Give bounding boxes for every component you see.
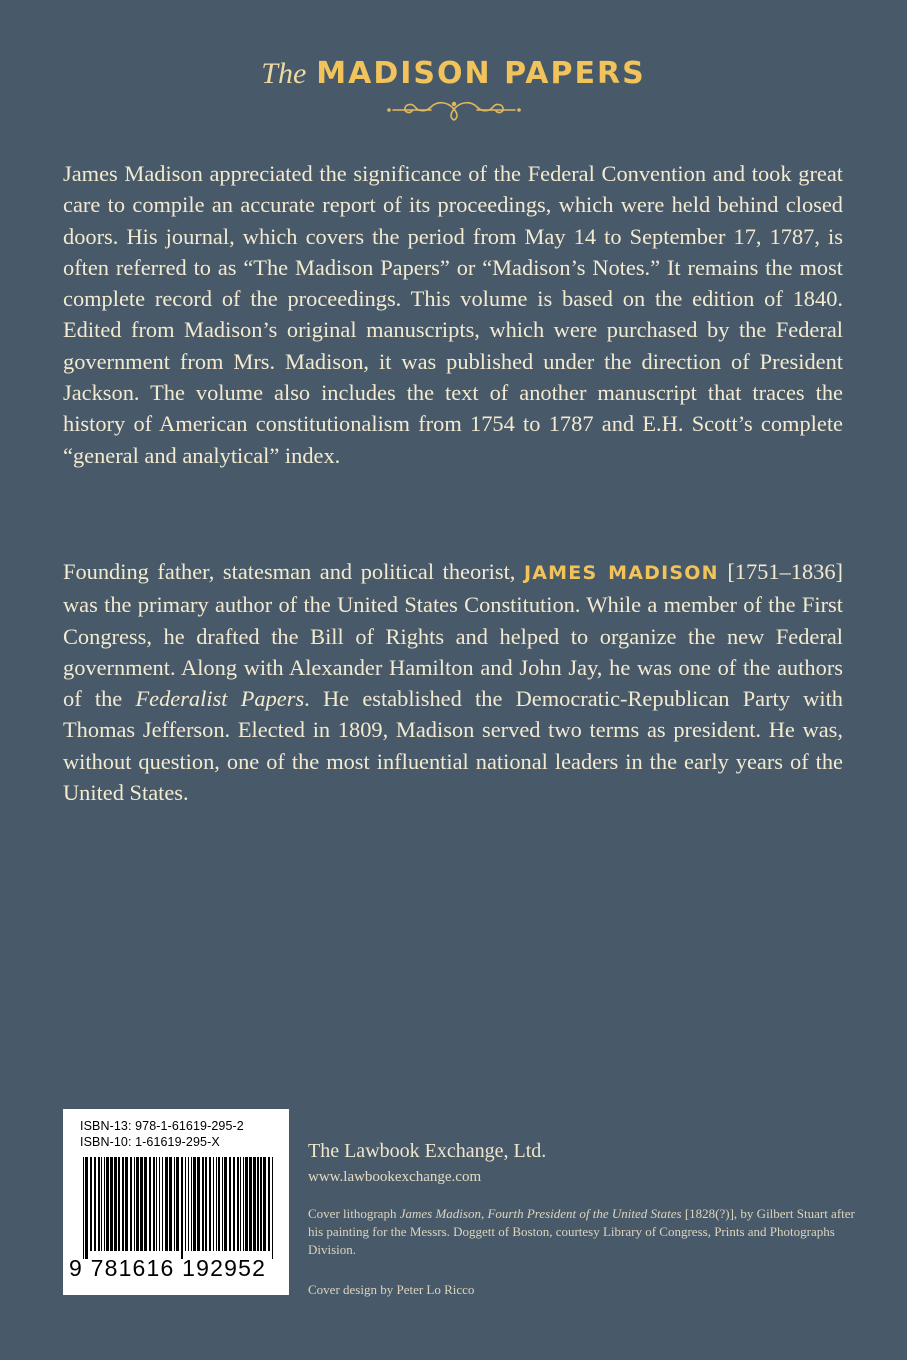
barcode-bar [188, 1157, 189, 1251]
bio-middle: [1751–1836] was the primary author of the United States Constitution. While a member of the First Congress, he drafted the Bill of Rights and helped to organize the new Federal government. Along with Alexander Hamilton and John Jay, he was one of the authors of the [63, 559, 843, 712]
barcode-bar [85, 1157, 88, 1259]
barcode-bars [83, 1157, 275, 1259]
barcode-bar [134, 1157, 135, 1251]
barcode-bar [106, 1157, 109, 1251]
barcode-bar [125, 1157, 128, 1251]
credit-rest: [1828(?)], by Gilbert Stuart after his painting for the Messrs. Doggett of Boston, courtesy Library of Congress, Prints and Photographs Division. [308, 1206, 855, 1257]
barcode-bar [253, 1157, 256, 1251]
barcode-bar [233, 1157, 235, 1251]
flourish-ornament-icon [379, 95, 529, 123]
barcode-bar [218, 1157, 220, 1251]
barcode-bar [222, 1157, 223, 1251]
barcode-bar [118, 1157, 120, 1251]
barcode-bar [224, 1157, 227, 1251]
barcode-bar [130, 1157, 132, 1251]
barcode-bar [122, 1157, 124, 1251]
barcode-bar [197, 1157, 200, 1251]
cover-credit [308, 1205, 868, 1259]
barcode-bar [94, 1157, 96, 1251]
barcode-bar [240, 1157, 241, 1251]
barcode-bar [162, 1157, 163, 1251]
barcode-bar [263, 1157, 266, 1251]
barcode-bar [174, 1157, 175, 1251]
barcode-bar [136, 1157, 139, 1251]
barcode-bar [165, 1157, 168, 1251]
barcode-bar [140, 1157, 143, 1251]
barcode-bar [243, 1157, 244, 1251]
bio-end: . He established the Democratic-Republican Party with Thomas Jefferson. Elected in 1809, Madison served two terms as president. He was, without question, one of the most influential national leaders in the early years of the United States. [63, 686, 843, 806]
barcode-bar [144, 1157, 147, 1251]
barcode-bar [110, 1157, 113, 1251]
author-bio-paragraph [63, 556, 843, 808]
barcode-bar [83, 1157, 84, 1259]
barcode-bar [237, 1157, 239, 1251]
barcode-bar [272, 1157, 273, 1259]
barcode-bar [205, 1157, 207, 1251]
barcode-bar [90, 1157, 92, 1251]
barcode-bar [181, 1157, 183, 1259]
barcode-bar [193, 1157, 196, 1251]
barcode-bar [213, 1157, 214, 1251]
barcode-bar [209, 1157, 211, 1251]
barcode-bar [268, 1157, 270, 1251]
barcode-bar [260, 1157, 262, 1251]
barcode-bar [159, 1157, 160, 1251]
isbn-10: ISBN-10: 1-61619-295-X [80, 1135, 220, 1149]
barcode-bar [176, 1157, 179, 1251]
barcode-bar [202, 1157, 204, 1251]
barcode-bar [153, 1157, 155, 1251]
design-credit: Cover design by Peter Lo Ricco [308, 1282, 475, 1297]
publisher-url[interactable]: www.lawbookexchange.com [308, 1169, 482, 1185]
isbn-13: ISBN-13: 978-1-61619-295-2 [80, 1119, 244, 1133]
bio-intro: Founding father, statesman and political theorist, [63, 559, 516, 584]
barcode-bar [98, 1157, 100, 1251]
publisher-name: The Lawbook Exchange, Ltd. [308, 1140, 547, 1162]
isbn-barcode [63, 1109, 289, 1295]
credit-work: James Madison, Fourth President of the United States [399, 1206, 682, 1221]
author-name: JAMES MADISON [524, 562, 719, 584]
barcode-bar [114, 1157, 117, 1251]
barcode-bar [191, 1157, 192, 1251]
barcode-bar [104, 1157, 105, 1251]
barcode-bar [156, 1157, 157, 1251]
credit-prefix: Cover lithograph [308, 1206, 397, 1221]
title-main: MADISON PAPERS [316, 56, 646, 91]
barcode-bar [249, 1157, 252, 1251]
barcode-bar [101, 1157, 102, 1251]
barcode-bar [216, 1157, 217, 1251]
barcode-bar [149, 1157, 151, 1251]
book-reference: Federalist Papers [135, 686, 305, 712]
book-title [261, 56, 645, 91]
barcode-bar [229, 1157, 231, 1251]
description-paragraph: James Madison appreciated the significance of the Federal Convention and took great care to compile an accurate report of its proceedings, which were held behind closed doors. His journal, which covers the period from May 14 to September 17, 1787, is often referred to as “The Madison Papers” or “Madison’s Notes.” It remains the most complete record of the proceedings. This volume is based on the edition of 1840. Edited from Madison’s original manuscripts, which were purchased by the Federal government from Mrs. Madison, it was published under the direction of President Jackson. The volume also includes the text of another manuscript that traces the history of American constitutionalism from 1754 to 1787 and E.H. Scott’s complete “general and analytical” index. [63, 161, 843, 468]
barcode-bar [169, 1157, 172, 1251]
barcode-bar [257, 1157, 259, 1251]
barcode-digits: 9 781616 192952 [69, 1255, 267, 1281]
barcode-bar [185, 1157, 186, 1251]
title-header [0, 56, 907, 123]
barcode-bar [245, 1157, 248, 1251]
title-article: The [261, 57, 307, 90]
